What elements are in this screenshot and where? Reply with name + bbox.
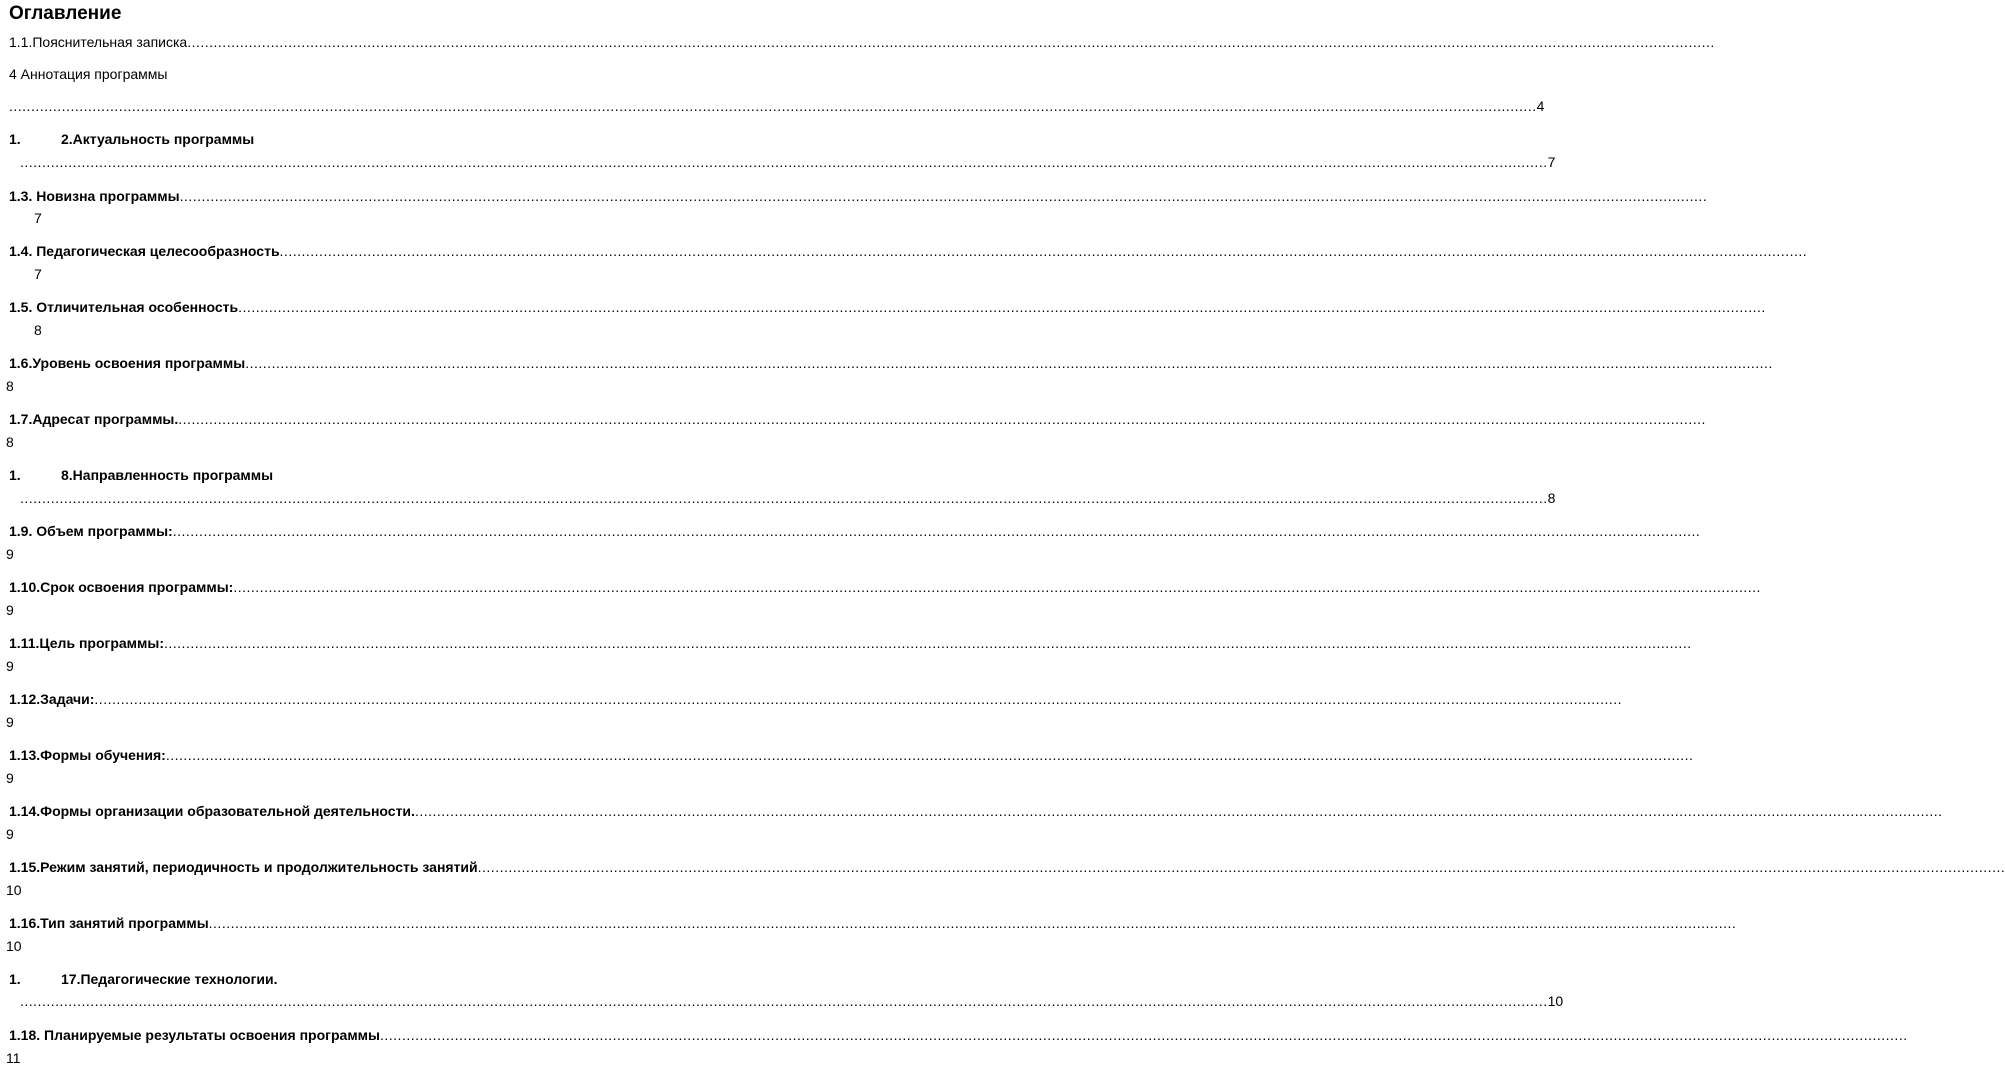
toc-entry-1-17-page[interactable] bbox=[20, 992, 1564, 1010]
toc-leader: ............................................................................................................................................................................................................................................................................................................................................................ bbox=[208, 915, 1737, 931]
toc-leader: ............................................................................................................................................................................................................................................................................................................................................................ bbox=[178, 411, 1706, 427]
toc-entry-text: 1.7.Адресат программы. bbox=[9, 411, 179, 427]
toc-entry-annotation[interactable] bbox=[9, 65, 167, 83]
toc-entry-1-11[interactable] bbox=[9, 634, 1692, 652]
toc-entry-text: 1.15.Режим занятий, периодичность и продолжительность занятий bbox=[9, 859, 478, 875]
toc-entry-1-14[interactable] bbox=[9, 802, 1943, 820]
toc-entry-text: 1.1.Пояснительная записка bbox=[9, 34, 188, 50]
toc-entry-page: 9 bbox=[6, 546, 14, 562]
toc-entry-text: 1.6.Уровень освоения программы bbox=[9, 355, 246, 371]
toc-entry-page: 11 bbox=[6, 1050, 21, 1066]
toc-entry-text: 1.3. Новизна программы bbox=[9, 188, 180, 204]
toc-entry-1-4[interactable] bbox=[9, 242, 1808, 260]
toc-entry-text: 1.12.Задачи: bbox=[9, 691, 95, 707]
toc-entry-number: 1. bbox=[9, 467, 21, 483]
toc-leader: ............................................................................................................................................................................................................................................................................................................................................................ bbox=[20, 154, 1548, 170]
toc-entry-number: 1. bbox=[9, 971, 21, 987]
toc-entry-page: 8 bbox=[34, 322, 42, 338]
toc-leader: ............................................................................................................................................................................................................................................................................................................................................................ bbox=[187, 34, 1715, 50]
toc-entry-page: 9 bbox=[6, 602, 14, 618]
toc-entry-page: 9 bbox=[6, 658, 14, 674]
toc-title: Оглавление bbox=[9, 3, 122, 24]
toc-entry-text: 1.9. Объем программы: bbox=[9, 523, 173, 539]
toc-leader: ............................................................................................................................................................................................................................................................................................................................................................ bbox=[279, 243, 1808, 259]
toc-leader: ............................................................................................................................................................................................................................................................................................................................................................ bbox=[245, 355, 1773, 371]
toc-entry-1-8-page[interactable] bbox=[20, 489, 1556, 507]
toc-leader: ............................................................................................................................................................................................................................................................................................................................................................ bbox=[164, 635, 1692, 651]
toc-entry-1-3[interactable] bbox=[9, 187, 1708, 205]
toc-entry-page: 8 bbox=[6, 434, 14, 450]
toc-entry-page: 4 bbox=[1536, 98, 1545, 114]
toc-entry-1-1[interactable] bbox=[9, 33, 1715, 51]
toc-entry-text: 1.11.Цель программы: bbox=[9, 635, 164, 651]
toc-entry-page: 10 bbox=[6, 882, 22, 898]
toc-entry-1-16[interactable] bbox=[9, 914, 1737, 932]
toc-entry-page: 9 bbox=[6, 714, 14, 730]
toc-leader: ............................................................................................................................................................................................................................................................................................................................................................ bbox=[380, 1027, 1908, 1043]
toc-entry-text: 8.Направленность программы bbox=[61, 467, 274, 483]
toc-entry-text: 1.16.Тип занятий программы bbox=[9, 915, 209, 931]
toc-leader: ............................................................................................................................................................................................................................................................................................................................................................ bbox=[94, 691, 1623, 707]
toc-entry-text: 1.13.Формы обучения: bbox=[9, 747, 166, 763]
toc-entry-page: 9 bbox=[6, 770, 14, 786]
toc-entry-page: 7 bbox=[34, 266, 42, 282]
toc-entry-text: 1.5. Отличительная особенность bbox=[9, 299, 239, 315]
toc-entry-page: 7 bbox=[1547, 154, 1556, 170]
toc-leader: ............................................................................................................................................................................................................................................................................................................................................................ bbox=[9, 98, 1537, 114]
toc-entry-1-2-page[interactable] bbox=[20, 153, 1556, 171]
toc-entry-1-5[interactable] bbox=[9, 298, 1766, 316]
toc-entry-text: 4 Аннотация программы bbox=[9, 66, 168, 82]
toc-entry-text: 1.4. Педагогическая целесообразность bbox=[9, 243, 280, 259]
toc-leader: ............................................................................................................................................................................................................................................................................................................................................................ bbox=[233, 579, 1761, 595]
toc-leader: ............................................................................................................................................................................................................................................................................................................................................................ bbox=[165, 747, 1694, 763]
toc-entry-text: 1.14.Формы организации образовательной деятельности. bbox=[9, 803, 415, 819]
toc-leader: ............................................................................................................................................................................................................................................................................................................................................................ bbox=[414, 803, 1943, 819]
toc-leader: ............................................................................................................................................................................................................................................................................................................................................................ bbox=[20, 993, 1548, 1009]
toc-entry-1-13[interactable] bbox=[9, 746, 1694, 764]
toc-entry-text: 1.10.Срок освоения программы: bbox=[9, 579, 234, 595]
toc-entry-1-18[interactable] bbox=[9, 1026, 1908, 1044]
toc-entry-page: 7 bbox=[34, 210, 42, 226]
toc-entry-text: 1.18. Планируемые результаты освоения программы bbox=[9, 1027, 380, 1043]
toc-entry-page: 8 bbox=[1547, 490, 1556, 506]
toc-entry-page: 10 bbox=[6, 938, 22, 954]
toc-entry-1-7[interactable] bbox=[9, 410, 1706, 428]
toc-entry-1-17[interactable] bbox=[9, 970, 278, 988]
toc-leader: ............................................................................................................................................................................................................................................................................................................................................................ bbox=[172, 523, 1701, 539]
toc-entry-1-2[interactable] bbox=[9, 130, 254, 148]
toc-entry-1-10[interactable] bbox=[9, 578, 1761, 596]
toc-leader: ............................................................................................................................................................................................................................................................................................................................................................ bbox=[238, 299, 1766, 315]
toc-entry-1-9[interactable] bbox=[9, 522, 1701, 540]
toc-entry-text: 2.Актуальность программы bbox=[61, 131, 255, 147]
toc-entry-page: 8 bbox=[6, 378, 14, 394]
toc-entry-1-6[interactable] bbox=[9, 354, 1773, 372]
toc-entry-page: 10 bbox=[1547, 993, 1564, 1009]
toc-leader: ............................................................................................................................................................................................................................................................................................................................................................ bbox=[477, 859, 2005, 875]
toc-entry-text: 17.Педагогические технологии. bbox=[61, 971, 278, 987]
toc-entry-1-15[interactable] bbox=[9, 858, 2005, 876]
toc-entry-1-12[interactable] bbox=[9, 690, 1623, 708]
toc-entry-1-8[interactable] bbox=[9, 466, 273, 484]
toc-entry-annotation-page[interactable] bbox=[9, 97, 1545, 115]
toc-entry-page: 9 bbox=[6, 826, 14, 842]
toc-leader: ............................................................................................................................................................................................................................................................................................................................................................ bbox=[179, 188, 1708, 204]
toc-entry-number: 1. bbox=[9, 131, 21, 147]
toc-leader: ............................................................................................................................................................................................................................................................................................................................................................ bbox=[20, 490, 1548, 506]
